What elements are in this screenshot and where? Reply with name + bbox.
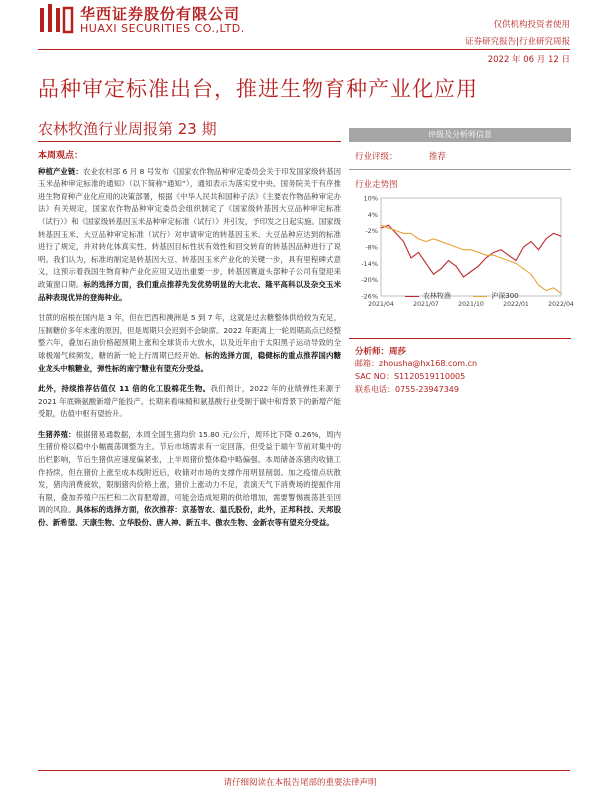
paragraph-highlight: 标的选择方面，我们重点推荐先发优势明显的大北农、隆平高科以及杂交玉米品种表现优异的登海种业。 [38, 279, 341, 302]
series-point [478, 252, 479, 253]
paragraph-label: 种植产业链： [38, 166, 83, 176]
series-point [486, 257, 487, 258]
series-point [381, 225, 382, 226]
series-line-2 [381, 225, 561, 293]
section-heading: 本周观点： [38, 151, 84, 161]
paragraph-highlight: 标的选择方面，稳健标的重点推荐国内糖业龙头中粮糖业，弹性标的南宁糖业有望充分受益。 [38, 350, 341, 373]
series-point [501, 249, 502, 250]
sidebar [349, 128, 574, 320]
series-point [418, 252, 419, 253]
series-point [531, 241, 532, 242]
analyst-sac: SAC NO：S1120519110005 [355, 372, 466, 381]
footer-disclaimer: 请仔细阅读在本报告尾部的重要法律声明 [223, 778, 377, 788]
x-tick-label: 2021/04 [368, 301, 394, 308]
series-point [403, 233, 404, 234]
series-point [538, 285, 539, 286]
audience-note: 仅供机构投资者使用 [493, 20, 570, 30]
series-point [508, 255, 509, 256]
company-name-en: HUAXI SECURITIES CO.,LTD. [80, 22, 245, 35]
series-point [471, 271, 472, 272]
y-tick-label: 4% [367, 210, 378, 219]
y-tick-label: -14% [361, 259, 378, 268]
legend-swatch [473, 296, 487, 297]
series-point [493, 252, 494, 253]
paragraph-pig [38, 429, 341, 530]
report-subtitle: 农林牧渔行业周报第 23 期 [38, 120, 217, 138]
series-point [523, 268, 524, 269]
paragraph-text: 我们预计，2022 年的业绩弹性来源于 2021 年底赖氨酸新增产能投产。长期来看味精和氨基酸行业受制于碳中和背景下的新增产能受限，估值中枢有望抬升。 [38, 384, 341, 419]
series-point [553, 287, 554, 288]
report-date: 2022 年 06 月 12 日 [487, 55, 570, 65]
series-point [448, 260, 449, 261]
header-divider [38, 49, 570, 50]
series-point [418, 238, 419, 239]
analyst-info [349, 338, 571, 396]
series-point [433, 238, 434, 239]
series-point [456, 247, 457, 248]
report-header [0, 0, 600, 70]
legend-label: 沪深300 [491, 292, 519, 300]
legend-item [405, 291, 451, 301]
paragraph-highlight: 具体标的选择方面，依次推荐：京基智农、温氏股份，此外，正邦科技、天邦股份、新希望、天康生物、立华股份、唐人神、新五丰、傲农生物、金新农等有望充分受益。 [38, 505, 341, 528]
series-point [411, 257, 412, 258]
y-tick-label: 10% [363, 194, 378, 203]
y-tick-label: -2% [365, 227, 378, 236]
series-point [546, 238, 547, 239]
plot-frame [381, 198, 561, 296]
rating-row [349, 142, 571, 170]
paragraph-sugar [38, 312, 341, 375]
series-point [508, 260, 509, 261]
sidebar-tab: 评级及分析师信息 [349, 128, 571, 142]
series-point [441, 268, 442, 269]
y-tick-label: -26% [361, 292, 378, 301]
series-point [538, 249, 539, 250]
series-point [471, 249, 472, 250]
series-point [486, 255, 487, 256]
series-point [523, 247, 524, 248]
legend-label: 农林牧渔 [423, 292, 451, 300]
paragraph-text: 根据猪易通数据，本周全国生猪均价 15.80 元/公斤，周环比下降 0.26%，周内生猪价格以稳中小幅震荡调整为主。节后市场需求有一定回落，但受益于端午节前对集中的出栏影响，节后生猪供应速度偏紧张，上半周猪价整体稳中略偏强。本周储备冻猪肉收储工作持续，但在猪价上涨至成本线附近后，收储对市场的支撑作用明显削弱。加之疫情点状散发，猪肉消费疲软，限制猪肉价格上涨，猪价上涨动力不足，表演天气下消费场的提振作用有限，叠加养殖户压栏和二次育肥增源，可能会造成短期的供给增加，需要警惕震荡甚至回调的风险。 [38, 429, 341, 515]
series-point [501, 257, 502, 258]
company-name-cn: 华西证券股份有限公司 [80, 5, 241, 23]
series-point [448, 244, 449, 245]
rating-label: 行业评级： [355, 152, 398, 162]
series-point [463, 276, 464, 277]
series-point [388, 227, 389, 228]
paragraph-chemical [38, 383, 341, 421]
series-point [403, 241, 404, 242]
series-point [441, 241, 442, 242]
series-point [433, 274, 434, 275]
x-tick-label: 2022/01 [503, 301, 529, 308]
series-point [426, 241, 427, 242]
series-point [493, 255, 494, 256]
analyst-name: 分析师：周莎 [355, 347, 407, 357]
series-point [553, 233, 554, 234]
series-point [411, 233, 412, 234]
series-point [531, 274, 532, 275]
analyst-email[interactable]: 邮箱：zhousha@hx168.com.cn [355, 359, 478, 368]
series-point [426, 263, 427, 264]
legend-swatch [405, 296, 419, 297]
report-title: 品种审定标准出台，推进生物育种产业化应用 [38, 77, 478, 101]
series-point [478, 266, 479, 267]
series-point [516, 263, 517, 264]
x-tick-label: 2021/10 [458, 301, 484, 308]
huaxi-logo-icon [38, 4, 74, 34]
subtitle-divider [38, 141, 341, 142]
main-body [38, 150, 341, 538]
chart-legend [405, 291, 565, 301]
series-point [456, 266, 457, 267]
series-point [381, 227, 382, 228]
paragraph-label: 生猪养殖： [38, 429, 76, 439]
y-tick-label: -20% [361, 276, 378, 285]
paragraph-planting [38, 166, 341, 305]
y-tick-label: -8% [365, 243, 378, 252]
series-point [516, 260, 517, 261]
series-point [463, 249, 464, 250]
chart-title: 行业走势图 [355, 180, 398, 190]
report-type: 证券研究报告|行业研究周报 [465, 37, 570, 47]
legend-item [473, 291, 518, 301]
x-tick-label: 2021/07 [413, 301, 439, 308]
series-point [396, 233, 397, 234]
paragraph-text: 农业农村部 6 月 8 号发布《国家农作物品种审定委员会关于印发国家级转基因玉米品种审定标准的通知》（以下简称“通知”），通知表示为落实党中央、国务院关于有序推进生物育种产业化应用的决策部署，根据《中华人民共和国种子法》《主要农作物品种审定办法》有关规定，国家农作物品种审定委员会组织制定了《国家级转基因大豆品种审定标准（试行）》和《国家级转基因玉米品种审定标准（试行）》并引发，予印发之日起实施。国家级转基因玉米、大豆品种审定标准（试行）对申请审定的转基因玉米、大豆品种应达到的标准进行了规定，并对转化体真实性、转基因目标性状有效性和回交转育的转基因品种进行了说明。我们认为，标准的制定是转基因大豆、转基因玉米产业化的关键一步，具有里程碑式意义，这预示着我国生物育种产业化应用又迈出重要一步，转基因赛道头部种子公司有望迎来政策窗口期。 [38, 166, 342, 289]
rating-value: 推荐 [429, 152, 447, 162]
analyst-phone: 联系电话：0755-23947349 [355, 385, 459, 394]
series-point [388, 225, 389, 226]
footer-divider [38, 770, 570, 771]
series-point [396, 230, 397, 231]
paragraph-text: 甘蔗的宿根在国内是 3 年，但在巴西和澳洲是 5 到 7 年，这就是过去糖整体供给较为充足，压制糖价多年未涨的原因，但是周期只会迟到不会缺席。2022 年距离上一轮周期高点已经整整六年，叠加石油价格超预期上涨和全球货币大放水，以及近年由于太阳黑子运动导致的全球极端气候频发，糖的新一轮上行周期已经开始。 [38, 313, 341, 360]
paragraph-highlight: 此外，持续推荐估值仅 11 倍的化工股棉花生物。 [38, 384, 211, 394]
x-tick-label: 2022/04 [548, 301, 574, 308]
series-point [561, 236, 562, 237]
